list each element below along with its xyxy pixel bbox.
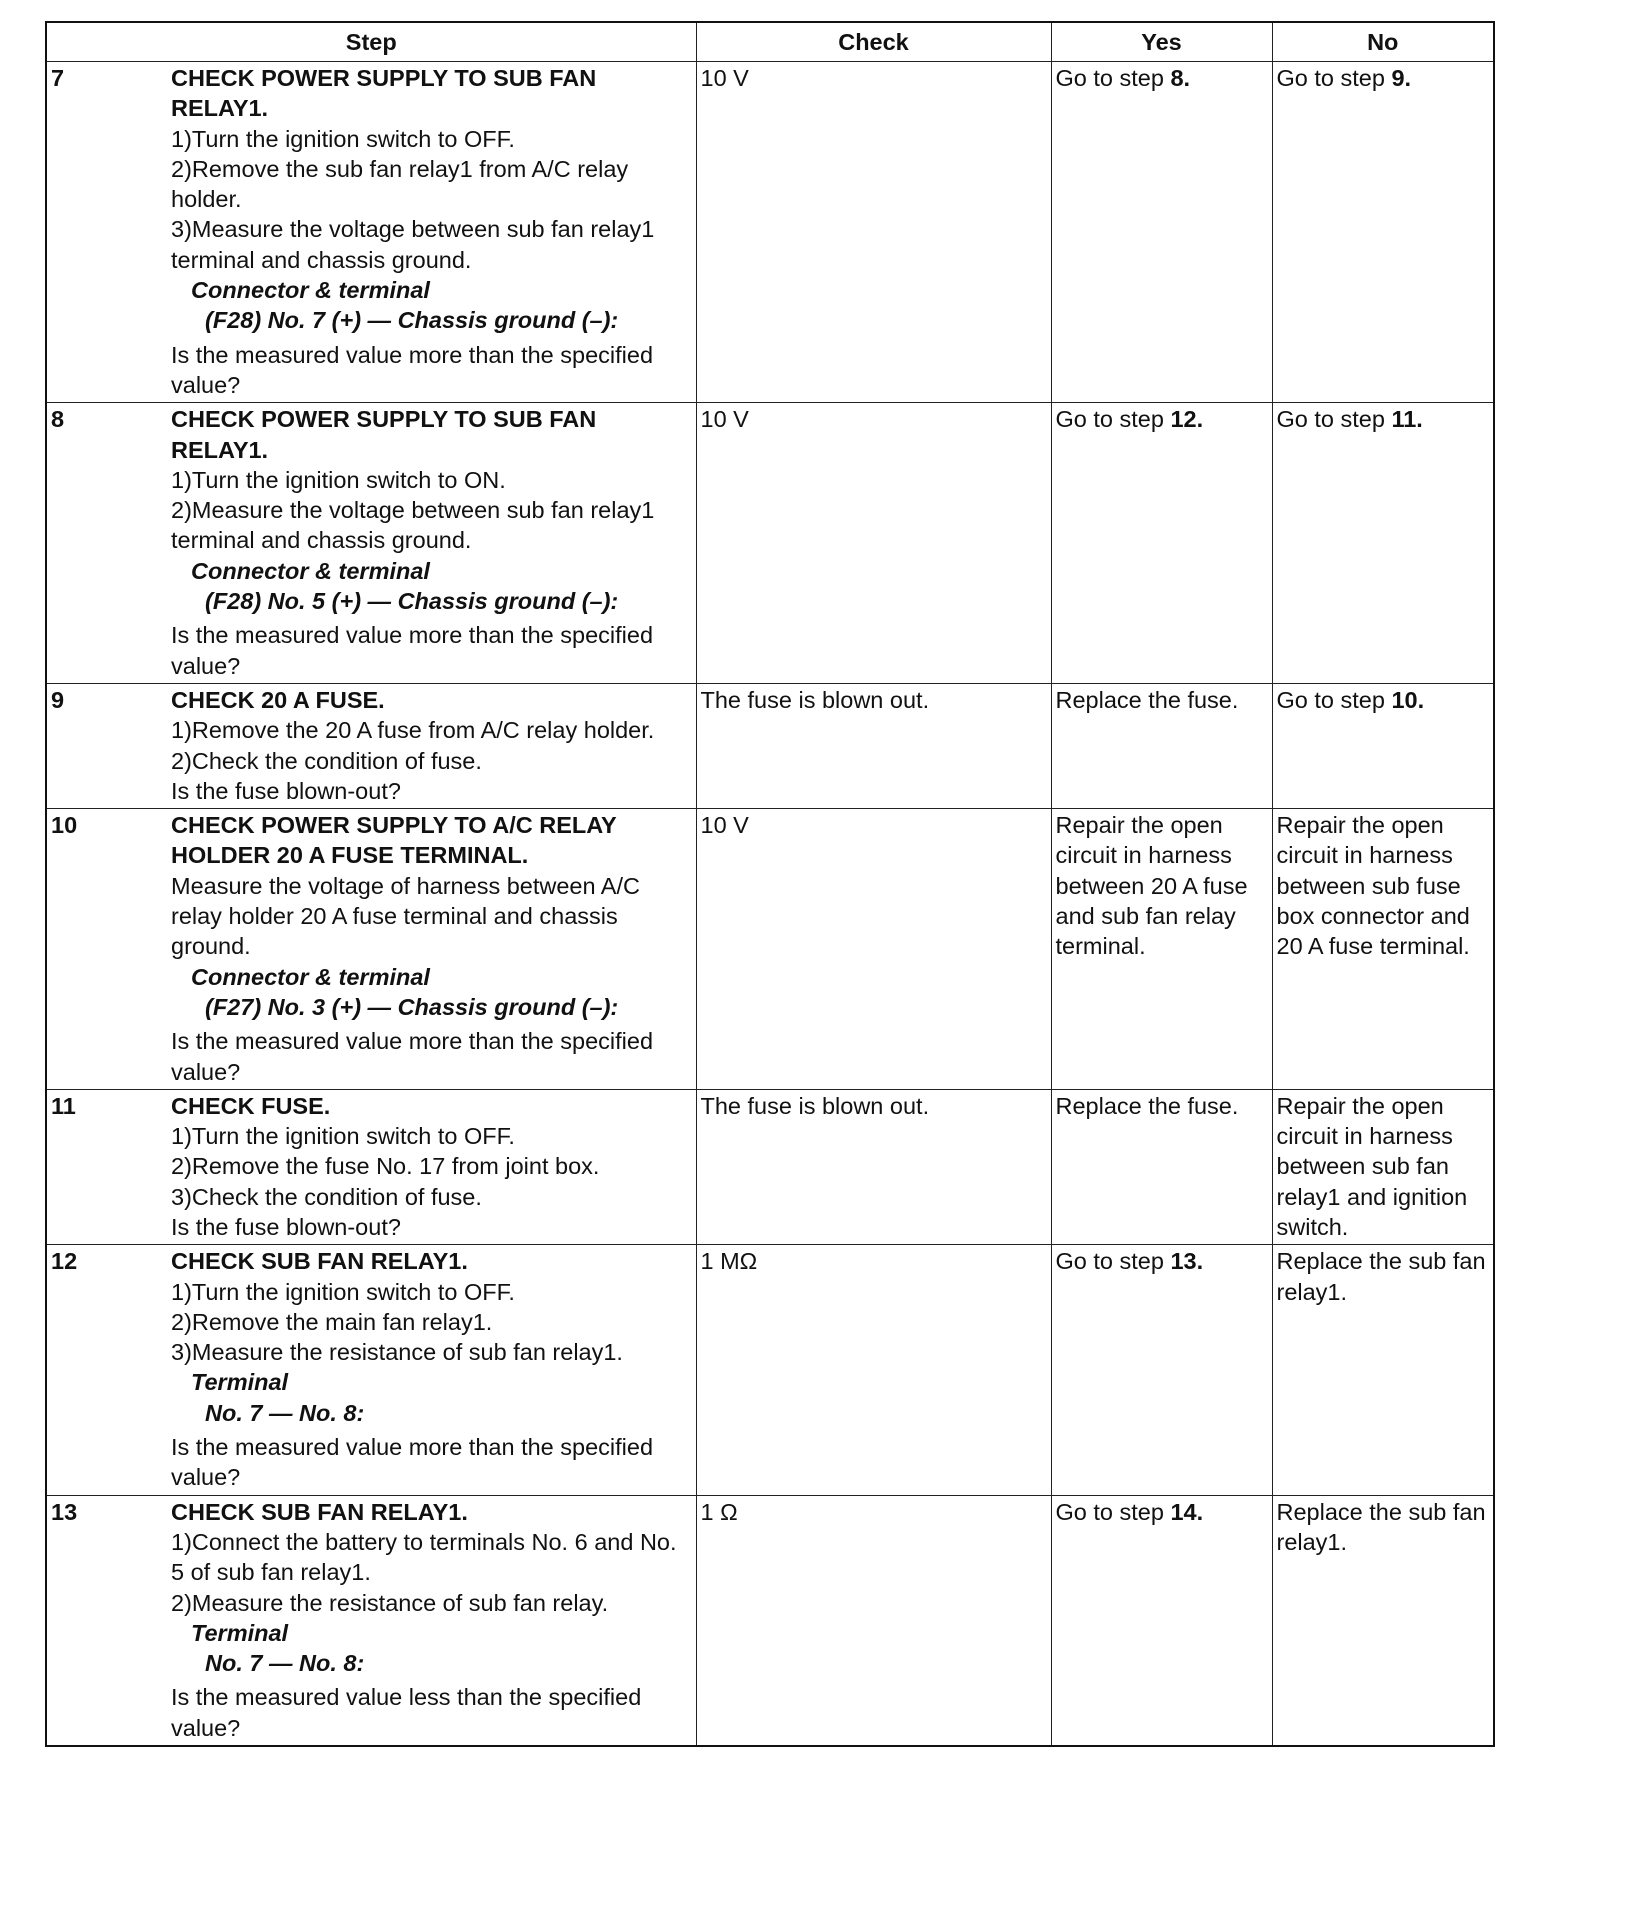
step-body [171,1246,692,1492]
step-instruction: 2)Remove the sub fan relay1 from A/C relay holder. [171,155,629,213]
step-title: CHECK SUB FAN RELAY1. [171,1498,468,1525]
step-title: CHECK FUSE. [171,1092,331,1119]
connector-terminal-label: Connector & terminal [191,557,430,584]
step-instruction: 3)Measure the resistance of sub fan relay1. [171,1339,623,1366]
step-body [171,404,692,681]
diagnostic-table [45,21,1495,1747]
no-cell [1272,1495,1494,1746]
header-no: No [1272,22,1494,62]
table-row [46,1245,1494,1495]
step-cell [46,62,696,403]
step-instruction: 1)Turn the ignition switch to ON. [171,466,506,493]
no-step-ref: 9. [1391,65,1412,91]
step-instruction: 1)Connect the battery to terminals No. 6 and No. 5 of sub fan relay1. [171,1528,677,1586]
check-cell: The fuse is blown out. [696,1089,1051,1244]
connector-terminal-label: Terminal [191,1619,289,1646]
yes-cell [1051,683,1272,808]
step-instruction: 2)Remove the fuse No. 17 from joint box. [171,1153,600,1180]
no-cell [1272,1245,1494,1495]
no-cell [1272,403,1494,684]
step-instruction: 1)Turn the ignition switch to OFF. [171,125,515,152]
no-action: Repair the open circuit in harness between sub fan relay1 and ignition switch. [1276,1092,1468,1240]
yes-step-ref: 12. [1170,406,1204,433]
table-row [46,62,1494,403]
header-check: Check [696,22,1051,62]
step-cell [46,403,696,684]
step-instruction: Is the fuse blown-out? [171,1213,401,1240]
header-yes: Yes [1051,22,1272,62]
step-instruction: 1)Turn the ignition switch to OFF. [171,1123,515,1150]
step-number: 13 [51,1498,78,1525]
no-action: Replace the sub fan relay1. [1276,1498,1486,1555]
step-question: Is the measured value more than the specified value? [171,622,654,679]
connector-terminal-value: (F28) No. 7 (+) — Chassis ground (–): [205,307,619,334]
table-row [46,1495,1494,1746]
step-instruction: 2)Remove the main fan relay1. [171,1308,493,1335]
yes-step-ref: 14. [1170,1498,1204,1525]
yes-action: Replace the fuse. [1055,686,1239,713]
step-title: CHECK POWER SUPPLY TO A/C RELAY HOLDER 20 A FUSE TERMINAL. [171,812,617,869]
no-action: Replace the sub fan relay1. [1276,1248,1486,1305]
connector-terminal-label: Connector & terminal [191,277,430,304]
step-title: CHECK POWER SUPPLY TO SUB FAN RELAY1. [171,406,597,463]
header-step: Step [46,22,696,62]
yes-step-ref: 8. [1170,65,1191,91]
step-number: 10 [51,812,78,839]
step-cell [46,1089,696,1244]
no-cell [1272,809,1494,1090]
yes-cell [1051,1495,1272,1746]
yes-cell [1051,403,1272,684]
table-row [46,1089,1494,1244]
connector-terminal-value: No. 7 — No. 8: [205,1650,365,1677]
check-cell: 10 V [696,403,1051,684]
step-content [51,1091,692,1242]
table-row [46,403,1494,684]
step-instruction: 3)Measure the voltage between sub fan relay1 terminal and chassis ground. [171,216,655,273]
connector-terminal-label: Terminal [191,1369,289,1396]
step-cell [46,1495,696,1746]
table-body [46,62,1494,1747]
step-cell [46,1245,696,1495]
yes-action: Go to step [1055,1498,1171,1525]
step-content [51,1497,692,1743]
no-action: Go to step [1276,686,1392,713]
check-cell: The fuse is blown out. [696,683,1051,808]
table-row [46,683,1494,808]
step-title: CHECK 20 A FUSE. [171,686,385,713]
step-title: CHECK POWER SUPPLY TO SUB FAN RELAY1. [171,65,597,122]
yes-action: Go to step [1055,1248,1171,1275]
step-number: 9 [51,686,65,713]
no-step-ref: 10. [1391,686,1425,713]
step-instruction: Is the fuse blown-out? [171,777,401,804]
no-step-ref: 11. [1391,406,1423,433]
step-cell [46,809,696,1090]
connector-terminal-label: Connector & terminal [191,963,430,990]
step-instruction: 2)Measure the resistance of sub fan relay. [171,1589,609,1616]
step-body [171,63,692,400]
no-cell [1272,683,1494,808]
check-cell: 1 MΩ [696,1245,1051,1495]
yes-action: Repair the open circuit in harness between 20 A fuse and sub fan relay terminal. [1055,812,1248,960]
no-cell [1272,1089,1494,1244]
yes-step-ref: 13. [1170,1248,1204,1275]
step-instruction: 2)Measure the voltage between sub fan relay1 terminal and chassis ground. [171,497,655,554]
step-question: Is the measured value more than the specified value? [171,341,654,398]
connector-terminal-value: (F28) No. 5 (+) — Chassis ground (–): [205,588,619,615]
step-title: CHECK SUB FAN RELAY1. [171,1248,468,1275]
yes-cell [1051,1245,1272,1495]
step-instruction: 3)Check the condition of fuse. [171,1183,482,1210]
yes-cell [1051,809,1272,1090]
step-number: 8 [51,406,65,433]
step-instruction: 2)Check the condition of fuse. [171,747,482,774]
no-action: Go to step [1276,406,1392,433]
connector-terminal-value: (F27) No. 3 (+) — Chassis ground (–): [205,993,619,1020]
step-body [171,1497,692,1743]
step-number: 11 [51,1092,76,1119]
header-row [46,22,1494,62]
yes-action: Go to step [1055,65,1171,91]
yes-cell [1051,62,1272,403]
no-action: Repair the open circuit in harness between sub fuse box connector and 20 A fuse terminal. [1276,812,1470,960]
step-body [171,685,692,806]
step-instruction: 1)Turn the ignition switch to OFF. [171,1278,515,1305]
check-cell: 10 V [696,809,1051,1090]
yes-cell [1051,1089,1272,1244]
step-body [171,1091,692,1242]
step-body [171,810,692,1087]
step-content [51,1246,692,1492]
check-cell: 1 Ω [696,1495,1051,1746]
step-content [51,404,692,681]
no-action: Go to step [1276,65,1392,91]
step-instruction: Measure the voltage of harness between A/C relay holder 20 A fuse terminal and chassis ground. [171,872,640,960]
step-question: Is the measured value more than the specified value? [171,1028,654,1085]
step-cell [46,683,696,808]
step-question: Is the measured value more than the specified value? [171,1434,654,1491]
step-content [51,685,692,806]
step-content [51,810,692,1087]
yes-action: Go to step [1055,406,1171,433]
connector-terminal-value: No. 7 — No. 8: [205,1399,365,1426]
step-content [51,63,692,400]
no-cell [1272,62,1494,403]
step-number: 12 [51,1248,78,1275]
yes-action: Replace the fuse. [1055,1092,1239,1119]
table-row [46,809,1494,1090]
step-instruction: 1)Remove the 20 A fuse from A/C relay holder. [171,717,655,744]
step-number: 7 [51,65,65,91]
check-cell: 10 V [696,62,1051,403]
step-question: Is the measured value less than the specified value? [171,1684,642,1741]
